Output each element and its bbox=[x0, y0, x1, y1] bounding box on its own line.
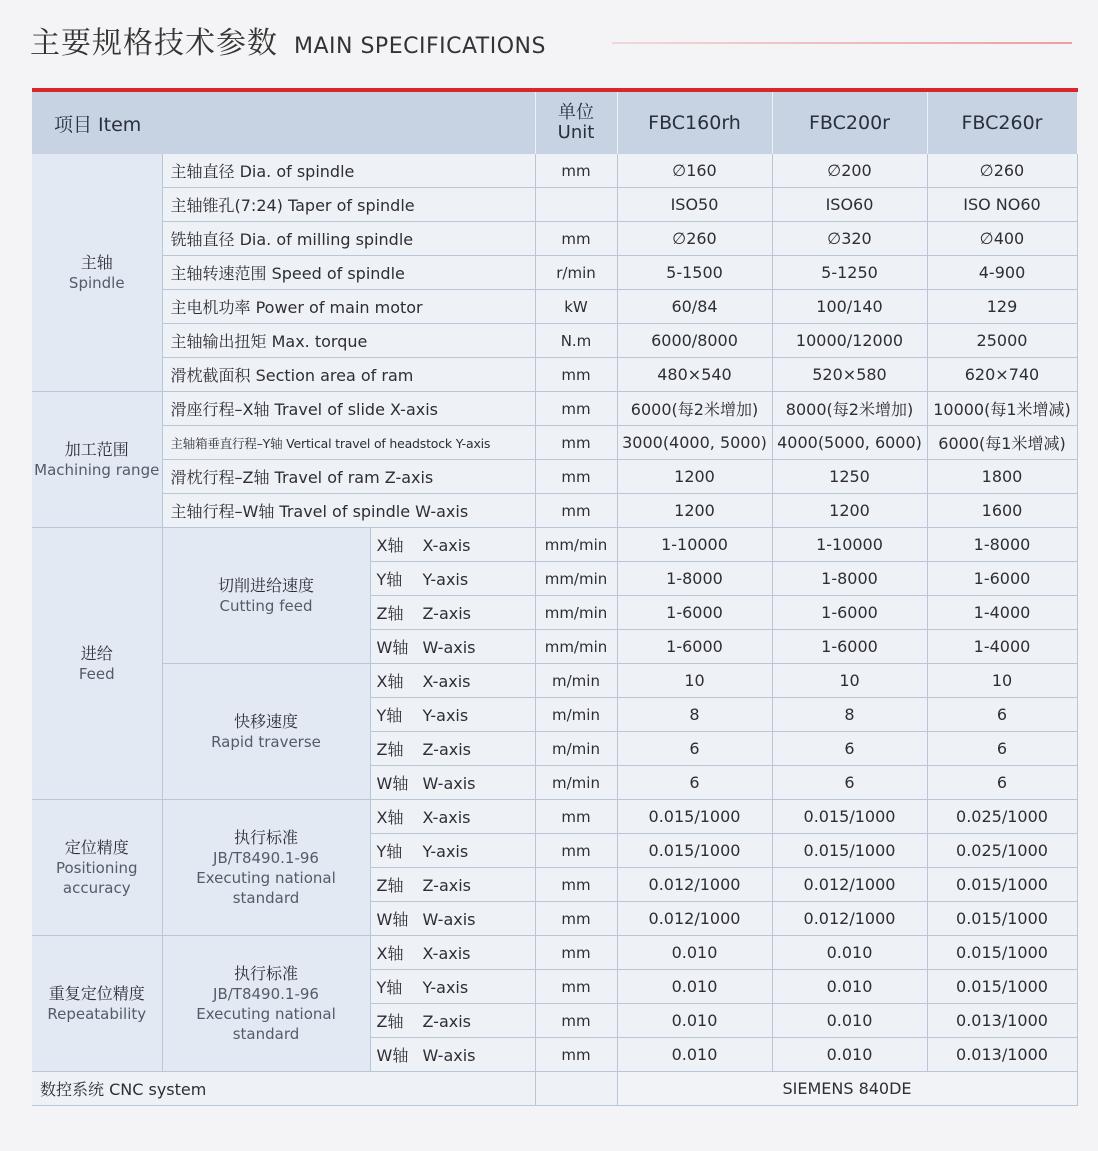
axis-cn: X轴 bbox=[376, 672, 404, 691]
repeatability-standard-en: Executing national standard bbox=[196, 1004, 336, 1043]
value-cell: 10000(每1米增减) bbox=[927, 392, 1077, 426]
value-cell: 1-6000 bbox=[927, 562, 1077, 596]
value-cell: 129 bbox=[927, 290, 1077, 324]
axis-cell bbox=[370, 970, 535, 1004]
category-feed-cn: 进给 bbox=[80, 643, 113, 663]
value-cell: 6 bbox=[772, 766, 927, 800]
axis-cell bbox=[370, 868, 535, 902]
repeatability-standard bbox=[162, 936, 370, 1072]
value-cell: 0.012/1000 bbox=[772, 902, 927, 936]
rapid-traverse-en: Rapid traverse bbox=[211, 732, 321, 751]
value-cell: 1-4000 bbox=[927, 630, 1077, 664]
rapid-traverse-cn: 快移速度 bbox=[233, 711, 298, 731]
value-cell: 8 bbox=[772, 698, 927, 732]
header-unit bbox=[535, 90, 617, 154]
value-cell: 1-8000 bbox=[772, 562, 927, 596]
unit-cell: mm/min bbox=[535, 562, 617, 596]
axis-en: Y-axis bbox=[422, 842, 469, 861]
unit-cell: mm bbox=[535, 358, 617, 392]
table-row bbox=[32, 358, 1077, 392]
value-cell: 0.012/1000 bbox=[617, 902, 772, 936]
axis-cell bbox=[370, 1004, 535, 1038]
positioning-standard-cn: 执行标准 bbox=[233, 827, 298, 847]
spec-name: 主轴锥孔(7:24) Taper of spindle bbox=[162, 188, 535, 222]
header-unit-cn: 单位 bbox=[558, 102, 594, 123]
value-cell: 1800 bbox=[927, 460, 1077, 494]
category-machining-range-en: Machining range bbox=[34, 460, 160, 479]
value-cell: 0.015/1000 bbox=[617, 800, 772, 834]
value-cell: 6 bbox=[617, 732, 772, 766]
unit-cell: mm/min bbox=[535, 596, 617, 630]
unit-cell: m/min bbox=[535, 732, 617, 766]
value-cell: 4-900 bbox=[927, 256, 1077, 290]
value-cell: 1200 bbox=[772, 494, 927, 528]
value-cell: 5-1250 bbox=[772, 256, 927, 290]
axis-cn: W轴 bbox=[376, 1046, 409, 1065]
spec-name: 铣轴直径 Dia. of milling spindle bbox=[162, 222, 535, 256]
value-cell: 4000(5000, 6000) bbox=[772, 426, 927, 460]
value-cell: 0.013/1000 bbox=[927, 1004, 1077, 1038]
axis-cn: X轴 bbox=[376, 536, 404, 555]
value-cell: 0.012/1000 bbox=[772, 868, 927, 902]
table-row bbox=[32, 494, 1077, 528]
spec-name: 主电机功率 Power of main motor bbox=[162, 290, 535, 324]
axis-en: Y-axis bbox=[422, 978, 469, 997]
table-row bbox=[32, 324, 1077, 358]
category-repeatability-cn: 重复定位精度 bbox=[48, 983, 145, 1003]
axis-en: W-axis bbox=[422, 1046, 476, 1065]
unit-cell: m/min bbox=[535, 698, 617, 732]
unit-cell: mm/min bbox=[535, 528, 617, 562]
value-cell: ∅160 bbox=[617, 154, 772, 188]
value-cell: 60/84 bbox=[617, 290, 772, 324]
value-cell: 10 bbox=[927, 664, 1077, 698]
value-cell: ∅260 bbox=[617, 222, 772, 256]
table-row bbox=[32, 936, 1077, 970]
axis-cn: X轴 bbox=[376, 944, 404, 963]
table-row bbox=[32, 290, 1077, 324]
value-cell: 0.010 bbox=[617, 1004, 772, 1038]
axis-cn: Y轴 bbox=[376, 706, 403, 725]
axis-en: Z-axis bbox=[422, 740, 472, 759]
unit-cell: mm bbox=[535, 460, 617, 494]
table-row bbox=[32, 664, 1077, 698]
value-cell: 10 bbox=[772, 664, 927, 698]
header-model-2: FBC200r bbox=[772, 90, 927, 154]
value-cell: 0.010 bbox=[617, 970, 772, 1004]
value-cell: 1200 bbox=[617, 494, 772, 528]
axis-cn: Z轴 bbox=[376, 876, 404, 895]
repeatability-standard-cn: 执行标准 bbox=[233, 963, 298, 983]
spec-name: 主轴箱垂直行程–Y轴 Vertical travel of headstock Y-axis bbox=[162, 426, 535, 460]
cutting-feed-en: Cutting feed bbox=[219, 596, 313, 615]
unit-cell bbox=[535, 188, 617, 222]
value-cell: 0.015/1000 bbox=[772, 834, 927, 868]
axis-en: Z-axis bbox=[422, 604, 472, 623]
category-machining-range bbox=[32, 392, 162, 528]
axis-en: Y-axis bbox=[422, 570, 469, 589]
repeatability-standard-code: JB/T8490.1-96 bbox=[213, 984, 319, 1003]
cutting-feed-cn: 切削进给速度 bbox=[217, 575, 314, 595]
axis-en: Z-axis bbox=[422, 1012, 472, 1031]
spec-name: 主轴行程–W轴 Travel of spindle W-axis bbox=[162, 494, 535, 528]
axis-cell bbox=[370, 936, 535, 970]
value-cell: 10000/12000 bbox=[772, 324, 927, 358]
axis-en: Y-axis bbox=[422, 706, 469, 725]
value-cell: 1250 bbox=[772, 460, 927, 494]
table-row bbox=[32, 392, 1077, 426]
spec-name: 主轴转速范围 Speed of spindle bbox=[162, 256, 535, 290]
value-cell: 1-6000 bbox=[617, 596, 772, 630]
axis-cell bbox=[370, 562, 535, 596]
axis-cn: Y轴 bbox=[376, 842, 403, 861]
value-cell: 1-10000 bbox=[772, 528, 927, 562]
cutting-feed-label bbox=[162, 528, 370, 664]
value-cell: 520×580 bbox=[772, 358, 927, 392]
unit-cell: mm/min bbox=[535, 630, 617, 664]
value-cell: ISO60 bbox=[772, 188, 927, 222]
category-spindle-en: Spindle bbox=[68, 273, 125, 292]
value-cell: 1-8000 bbox=[617, 562, 772, 596]
category-positioning-cn: 定位精度 bbox=[64, 837, 129, 857]
spec-name: 滑枕截面积 Section area of ram bbox=[162, 358, 535, 392]
unit-cell: mm bbox=[535, 1004, 617, 1038]
page-title-en: MAIN SPECIFICATIONS bbox=[294, 34, 546, 59]
unit-cell: mm bbox=[535, 222, 617, 256]
axis-en: W-axis bbox=[422, 910, 476, 929]
value-cell: 0.010 bbox=[617, 936, 772, 970]
value-cell: ∅400 bbox=[927, 222, 1077, 256]
header-item: 项目 Item bbox=[32, 90, 535, 154]
page-title-cn: 主要规格技术参数 bbox=[30, 26, 278, 61]
unit-cell: mm bbox=[535, 834, 617, 868]
value-cell: ∅200 bbox=[772, 154, 927, 188]
value-cell: 1-6000 bbox=[772, 630, 927, 664]
header-model-3: FBC260r bbox=[927, 90, 1077, 154]
positioning-standard-code: JB/T8490.1-96 bbox=[213, 848, 319, 867]
value-cell: 480×540 bbox=[617, 358, 772, 392]
cnc-value: SIEMENS 840DE bbox=[617, 1072, 1077, 1106]
axis-cell bbox=[370, 596, 535, 630]
value-cell: 0.015/1000 bbox=[772, 800, 927, 834]
table-row bbox=[32, 460, 1077, 494]
unit-cell: m/min bbox=[535, 766, 617, 800]
unit-cell: mm bbox=[535, 902, 617, 936]
value-cell: 6 bbox=[927, 732, 1077, 766]
axis-en: X-axis bbox=[422, 672, 471, 691]
rapid-traverse-label bbox=[162, 664, 370, 800]
spec-name: 滑座行程–X轴 Travel of slide X-axis bbox=[162, 392, 535, 426]
header-model-1: FBC160rh bbox=[617, 90, 772, 154]
axis-cell bbox=[370, 834, 535, 868]
axis-en: X-axis bbox=[422, 944, 471, 963]
table-row bbox=[32, 800, 1077, 834]
axis-en: W-axis bbox=[422, 638, 476, 657]
value-cell: 1200 bbox=[617, 460, 772, 494]
axis-en: X-axis bbox=[422, 808, 471, 827]
axis-cn: W轴 bbox=[376, 774, 409, 793]
value-cell: 1-6000 bbox=[772, 596, 927, 630]
unit-cell: r/min bbox=[535, 256, 617, 290]
unit-cell: m/min bbox=[535, 664, 617, 698]
axis-cell bbox=[370, 630, 535, 664]
axis-cell bbox=[370, 698, 535, 732]
value-cell: 0.015/1000 bbox=[927, 936, 1077, 970]
table-row bbox=[32, 528, 1077, 562]
positioning-standard bbox=[162, 800, 370, 936]
cnc-row bbox=[32, 1072, 1077, 1106]
value-cell: 0.025/1000 bbox=[927, 800, 1077, 834]
axis-cell bbox=[370, 1038, 535, 1072]
category-positioning bbox=[32, 800, 162, 936]
value-cell: 6 bbox=[772, 732, 927, 766]
value-cell: 6000(每1米增减) bbox=[927, 426, 1077, 460]
axis-cn: Z轴 bbox=[376, 604, 404, 623]
value-cell: 0.010 bbox=[772, 1038, 927, 1072]
value-cell: ∅320 bbox=[772, 222, 927, 256]
axis-en: W-axis bbox=[422, 774, 476, 793]
value-cell: ∅260 bbox=[927, 154, 1077, 188]
value-cell: 0.025/1000 bbox=[927, 834, 1077, 868]
spec-name: 主轴输出扭矩 Max. torque bbox=[162, 324, 535, 358]
value-cell: 3000(4000, 5000) bbox=[617, 426, 772, 460]
value-cell: 0.012/1000 bbox=[617, 868, 772, 902]
value-cell: 1-6000 bbox=[617, 630, 772, 664]
axis-cell bbox=[370, 664, 535, 698]
category-spindle bbox=[32, 154, 162, 392]
table-row bbox=[32, 154, 1077, 188]
unit-cell: mm bbox=[535, 1038, 617, 1072]
value-cell: 6000(每2米增加) bbox=[617, 392, 772, 426]
value-cell: 0.015/1000 bbox=[927, 902, 1077, 936]
table-row bbox=[32, 256, 1077, 290]
axis-cell bbox=[370, 902, 535, 936]
value-cell: 25000 bbox=[927, 324, 1077, 358]
unit-cell: mm bbox=[535, 494, 617, 528]
value-cell: 0.015/1000 bbox=[617, 834, 772, 868]
cnc-unit bbox=[535, 1072, 617, 1106]
value-cell: 10 bbox=[617, 664, 772, 698]
axis-cn: Z轴 bbox=[376, 740, 404, 759]
category-repeatability bbox=[32, 936, 162, 1072]
value-cell: 100/140 bbox=[772, 290, 927, 324]
axis-cell bbox=[370, 766, 535, 800]
category-repeatability-en: Repeatability bbox=[47, 1004, 147, 1023]
unit-cell: mm bbox=[535, 426, 617, 460]
positioning-standard-en: Executing national standard bbox=[196, 868, 336, 907]
cnc-name: 数控系统 CNC system bbox=[32, 1072, 535, 1106]
value-cell: 0.015/1000 bbox=[927, 970, 1077, 1004]
value-cell: 0.010 bbox=[772, 936, 927, 970]
axis-cn: W轴 bbox=[376, 910, 409, 929]
unit-cell: mm bbox=[535, 970, 617, 1004]
page-header bbox=[30, 18, 546, 68]
unit-cell: N.m bbox=[535, 324, 617, 358]
unit-cell: mm bbox=[535, 154, 617, 188]
axis-en: Z-axis bbox=[422, 876, 472, 895]
unit-cell: mm bbox=[535, 800, 617, 834]
header-divider bbox=[612, 42, 1072, 44]
category-spindle-cn: 主轴 bbox=[80, 252, 113, 272]
category-feed-en: Feed bbox=[78, 664, 115, 683]
category-feed bbox=[32, 528, 162, 800]
table-header-row bbox=[32, 90, 1077, 154]
value-cell: 0.010 bbox=[772, 970, 927, 1004]
value-cell: 1-8000 bbox=[927, 528, 1077, 562]
axis-cell bbox=[370, 800, 535, 834]
table-row bbox=[32, 426, 1077, 460]
axis-cell bbox=[370, 732, 535, 766]
value-cell: 0.010 bbox=[617, 1038, 772, 1072]
value-cell: 1-4000 bbox=[927, 596, 1077, 630]
unit-cell: kW bbox=[535, 290, 617, 324]
value-cell: 0.015/1000 bbox=[927, 868, 1077, 902]
table-row bbox=[32, 222, 1077, 256]
category-positioning-en: Positioning accuracy bbox=[55, 858, 138, 897]
spec-name: 滑枕行程–Z轴 Travel of ram Z-axis bbox=[162, 460, 535, 494]
unit-cell: mm bbox=[535, 868, 617, 902]
value-cell: 620×740 bbox=[927, 358, 1077, 392]
value-cell: 6 bbox=[927, 766, 1077, 800]
value-cell: 6 bbox=[617, 766, 772, 800]
value-cell: 6 bbox=[927, 698, 1077, 732]
value-cell: 8000(每2米增加) bbox=[772, 392, 927, 426]
unit-cell: mm bbox=[535, 936, 617, 970]
value-cell: ISO50 bbox=[617, 188, 772, 222]
unit-cell: mm bbox=[535, 392, 617, 426]
value-cell: 0.010 bbox=[772, 1004, 927, 1038]
value-cell: 1600 bbox=[927, 494, 1077, 528]
table-row bbox=[32, 188, 1077, 222]
spec-table bbox=[32, 88, 1078, 1106]
axis-cn: W轴 bbox=[376, 638, 409, 657]
value-cell: 1-10000 bbox=[617, 528, 772, 562]
axis-cell bbox=[370, 528, 535, 562]
axis-cn: Y轴 bbox=[376, 978, 403, 997]
axis-en: X-axis bbox=[422, 536, 471, 555]
axis-cn: Y轴 bbox=[376, 570, 403, 589]
value-cell: 8 bbox=[617, 698, 772, 732]
value-cell: 6000/8000 bbox=[617, 324, 772, 358]
value-cell: 0.013/1000 bbox=[927, 1038, 1077, 1072]
spec-name: 主轴直径 Dia. of spindle bbox=[162, 154, 535, 188]
axis-cn: X轴 bbox=[376, 808, 404, 827]
axis-cn: Z轴 bbox=[376, 1012, 404, 1031]
category-machining-range-cn: 加工范围 bbox=[64, 439, 129, 459]
header-unit-en: Unit bbox=[557, 122, 595, 143]
value-cell: ISO NO60 bbox=[927, 188, 1077, 222]
value-cell: 5-1500 bbox=[617, 256, 772, 290]
